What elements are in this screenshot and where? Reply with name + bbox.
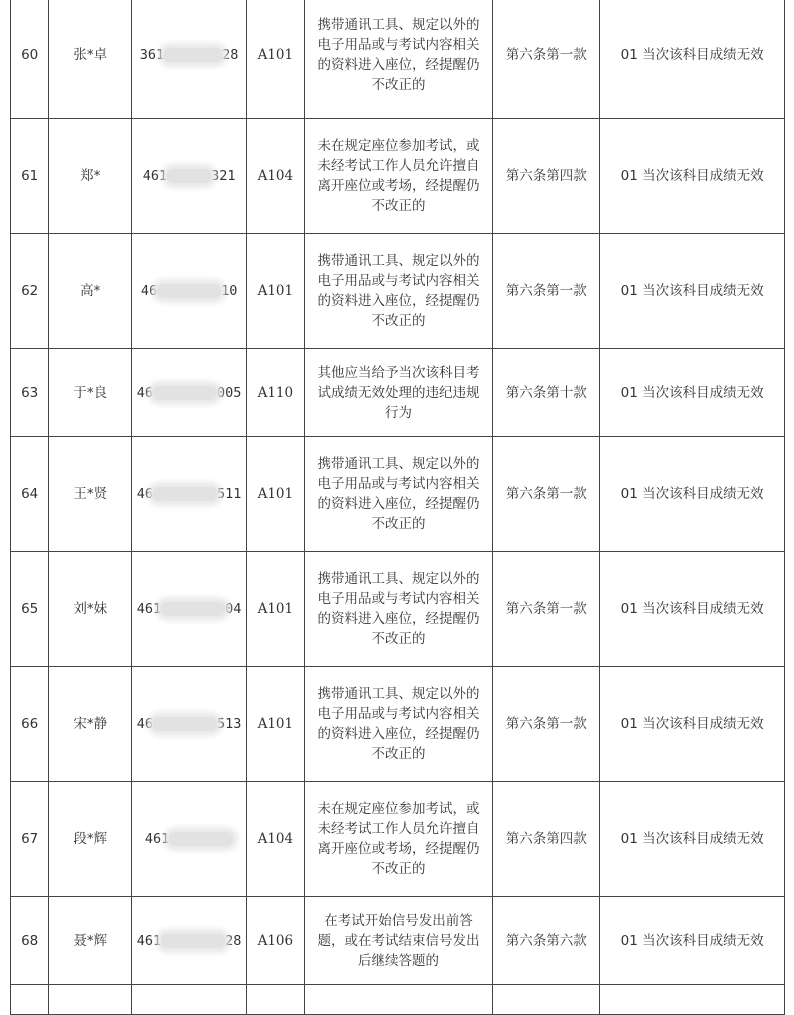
- candidate-id: [132, 119, 247, 234]
- description-line: 在考试开始信号发出前答: [324, 912, 473, 929]
- id-prefix: 361: [139, 46, 165, 63]
- redaction-blur: [153, 386, 217, 400]
- candidate-name: 高*: [49, 234, 132, 349]
- description-line: 不改正的: [371, 631, 426, 647]
- id-suffix: 511: [217, 486, 242, 502]
- table-row: [11, 234, 785, 349]
- description-line: 试成绩无效处理的违纪违规: [317, 384, 480, 401]
- row-number: 67: [11, 782, 49, 897]
- candidate-name: 刘*妹: [49, 552, 132, 667]
- table-row: [11, 437, 785, 552]
- penalty-result: 01 当次该科目成绩无效: [600, 234, 785, 349]
- rule-clause: 第六条第一款: [493, 437, 600, 552]
- description-line: 电子用品或与考试内容相关: [317, 36, 480, 53]
- redaction-blur: [153, 487, 217, 501]
- redaction-blur: [169, 832, 233, 846]
- id-prefix: 461: [136, 601, 162, 617]
- subject-code: A110: [247, 349, 305, 437]
- candidate-name: 于*良: [49, 349, 132, 437]
- candidate-name: 宋*静: [49, 667, 132, 782]
- penalty-result: 01 当次该科目成绩无效: [600, 0, 785, 119]
- penalty-result: [600, 985, 785, 1015]
- rule-clause: 第六条第一款: [493, 667, 600, 782]
- description-line: 离开座位或考场，经提醒仍: [317, 841, 480, 857]
- violation-description: [304, 119, 493, 234]
- description-line: 未在规定座位参加考试，或: [317, 138, 480, 154]
- description-line: 携带通讯工具、规定以外的: [317, 253, 480, 269]
- id-suffix: 04: [225, 601, 242, 617]
- description-line: 行为: [384, 404, 412, 421]
- description-line: 后继续答题的: [357, 952, 439, 969]
- row-number: 65: [11, 552, 49, 667]
- violations-table: [10, 0, 785, 1015]
- candidate-id: [132, 985, 247, 1015]
- subject-code: A101: [247, 552, 305, 667]
- violation-description: [304, 897, 493, 985]
- row-number: 61: [11, 119, 49, 234]
- candidate-name: 聂*辉: [49, 897, 132, 985]
- row-number: 63: [11, 349, 49, 437]
- candidate-name: 王*贤: [49, 437, 132, 552]
- description-line: 不改正的: [371, 76, 426, 93]
- penalty-result: 01 当次该科目成绩无效: [600, 667, 785, 782]
- description-line: 携带通讯工具、规定以外的: [317, 571, 480, 587]
- rule-clause: [493, 985, 600, 1015]
- candidate-id: [132, 437, 247, 552]
- redaction-blur: [164, 48, 222, 62]
- id-prefix: 46: [136, 716, 154, 732]
- candidate-id: [132, 234, 247, 349]
- candidate-id: [132, 667, 247, 782]
- description-line: 未经考试工作人员允许擅自: [317, 821, 480, 837]
- penalty-result: 01 当次该科目成绩无效: [600, 119, 785, 234]
- table-row: [11, 897, 785, 985]
- table-row: [11, 552, 785, 667]
- subject-code: A101: [247, 0, 305, 119]
- rule-clause: 第六条第十款: [493, 349, 600, 437]
- table-row: [11, 667, 785, 782]
- description-line: 未经考试工作人员允许擅自: [317, 158, 480, 174]
- violation-description: [304, 985, 493, 1015]
- penalty-result: 01 当次该科目成绩无效: [600, 782, 785, 897]
- candidate-id: [132, 552, 247, 667]
- description-line: 携带通讯工具、规定以外的: [317, 16, 480, 33]
- table-row: [11, 782, 785, 897]
- rule-clause: 第六条第四款: [493, 782, 600, 897]
- description-line: 的资料进入座位，经提醒仍: [317, 611, 480, 627]
- description-line: 其他应当给予当次该科目考: [317, 364, 480, 381]
- description-line: 电子用品或与考试内容相关: [317, 273, 480, 289]
- subject-code: A104: [247, 119, 305, 234]
- description-line: 电子用品或与考试内容相关: [317, 476, 480, 492]
- candidate-name: [49, 985, 132, 1015]
- violation-description: [304, 552, 493, 667]
- description-line: 不改正的: [371, 198, 426, 214]
- candidate-id: [132, 349, 247, 437]
- violation-description: [304, 234, 493, 349]
- penalty-result: 01 当次该科目成绩无效: [600, 437, 785, 552]
- id-prefix: 46: [136, 384, 154, 401]
- row-number: 66: [11, 667, 49, 782]
- subject-code: A104: [247, 782, 305, 897]
- id-prefix: 461: [144, 831, 170, 847]
- description-line: 电子用品或与考试内容相关: [317, 706, 480, 722]
- description-line: 题，或在考试结束信号发出: [317, 932, 480, 949]
- redaction-blur: [157, 284, 221, 298]
- id-suffix: 513: [217, 716, 242, 732]
- description-line: 电子用品或与考试内容相关: [317, 591, 480, 607]
- table-row: [11, 119, 785, 234]
- id-prefix: 46: [140, 283, 158, 299]
- violation-description: [304, 782, 493, 897]
- subject-code: A106: [247, 897, 305, 985]
- description-line: 的资料进入座位，经提醒仍: [317, 56, 480, 73]
- violation-description: [304, 0, 493, 119]
- penalty-result: 01 当次该科目成绩无效: [600, 552, 785, 667]
- redaction-blur: [153, 717, 217, 731]
- candidate-name: 张*卓: [49, 0, 132, 119]
- violation-description: [304, 437, 493, 552]
- rule-clause: 第六条第四款: [493, 119, 600, 234]
- table-row: [11, 349, 785, 437]
- id-suffix: 28: [222, 46, 239, 63]
- description-line: 不改正的: [371, 313, 426, 329]
- row-number: 64: [11, 437, 49, 552]
- id-suffix: 28: [225, 932, 242, 949]
- description-line: 未在规定座位参加考试，或: [317, 801, 480, 817]
- table-row: [11, 0, 785, 119]
- subject-code: A101: [247, 667, 305, 782]
- candidate-id: [132, 782, 247, 897]
- violation-description: [304, 349, 493, 437]
- id-suffix: 005: [217, 384, 242, 401]
- redaction-blur: [161, 602, 225, 616]
- description-line: 的资料进入座位，经提醒仍: [317, 496, 480, 512]
- violation-description: [304, 667, 493, 782]
- description-line: 不改正的: [371, 746, 426, 762]
- rule-clause: 第六条第一款: [493, 552, 600, 667]
- rule-clause: 第六条第一款: [493, 234, 600, 349]
- subject-code: A101: [247, 234, 305, 349]
- candidate-id: [132, 897, 247, 985]
- row-number: 60: [11, 0, 49, 119]
- id-prefix: 461: [142, 168, 168, 184]
- id-suffix: 321: [211, 168, 236, 184]
- id-prefix: 46: [136, 486, 154, 502]
- redaction-blur: [167, 169, 211, 183]
- row-number: [11, 985, 49, 1015]
- description-line: 不改正的: [371, 516, 426, 532]
- description-line: 携带通讯工具、规定以外的: [317, 686, 480, 702]
- description-line: 不改正的: [371, 861, 426, 877]
- subject-code: A101: [247, 437, 305, 552]
- rule-clause: 第六条第一款: [493, 0, 600, 119]
- description-line: 离开座位或考场，经提醒仍: [317, 178, 480, 194]
- row-number: 68: [11, 897, 49, 985]
- candidate-name: 郑*: [49, 119, 132, 234]
- row-number: 62: [11, 234, 49, 349]
- description-line: 的资料进入座位，经提醒仍: [317, 293, 480, 309]
- description-line: 携带通讯工具、规定以外的: [317, 456, 480, 472]
- subject-code: [247, 985, 305, 1015]
- rule-clause: 第六条第六款: [493, 897, 600, 985]
- candidate-id: [132, 0, 247, 119]
- table-row: [11, 985, 785, 1015]
- redaction-blur: [161, 934, 225, 948]
- penalty-result: 01 当次该科目成绩无效: [600, 897, 785, 985]
- candidate-name: 段*辉: [49, 782, 132, 897]
- description-line: 的资料进入座位，经提醒仍: [317, 726, 480, 742]
- id-suffix: 10: [221, 283, 238, 299]
- id-prefix: 461: [136, 932, 162, 949]
- penalty-result: 01 当次该科目成绩无效: [600, 349, 785, 437]
